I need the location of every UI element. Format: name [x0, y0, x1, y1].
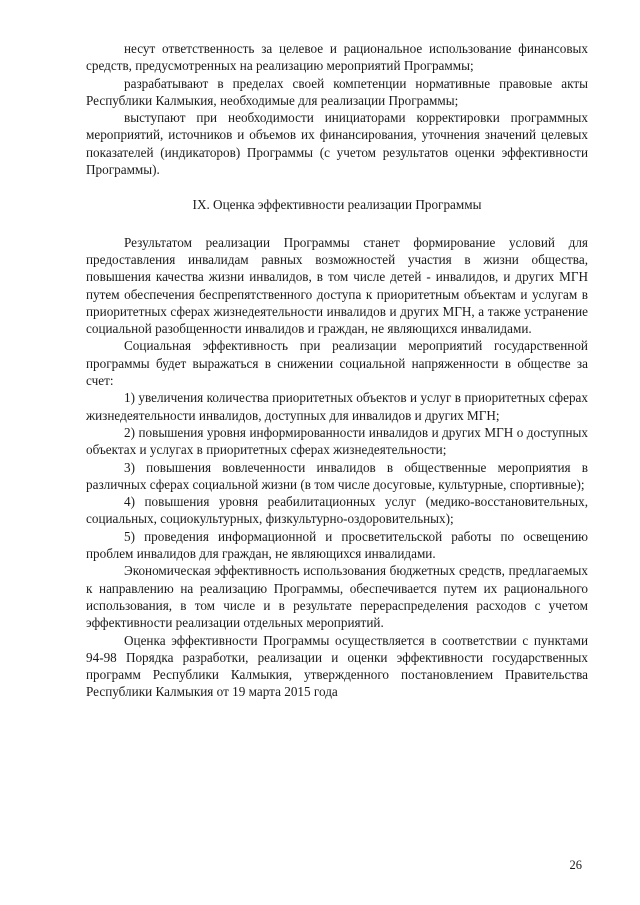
list-item-4: 4) повышения уровня реабилитационных услуг (медико-восстановительных, социальных, социокультурных, физкультурно-оздоровительных); [86, 494, 588, 527]
list-item-5: 5) проведения информационной и просветительской работы по освещению проблем инвалидов для граждан, не являющихся инвалидами. [86, 528, 588, 562]
paragraph-social-efficiency: Социальная эффективность при реализации мероприятий государственной программы будет выражаться в снижении социальной напряженности в обществе за счет: [86, 338, 588, 389]
paragraph-responsibility: несут ответственность за целевое и рациональное использование финансовых средств, предусмотренных на реализацию мероприятий Программы; [86, 41, 588, 74]
list-item-1: 1) увеличения количества приоритетных объектов и услуг в приоритетных сферах жизнедеятельности инвалидов, доступных для инвалидов и других МГН; [86, 390, 588, 423]
list-item-2: 2) повышения уровня информированности инвалидов и других МГН о доступных объектах и услугах в приоритетных сферах жизнедеятельности; [86, 424, 588, 458]
paragraph-legal-acts: разрабатывают в пределах своей компетенции нормативные правовые акты Республики Калмыкия, необходимые для реализации Программы; [86, 75, 588, 108]
paragraph-economic-efficiency: Экономическая эффективность использования бюджетных средств, предлагаемых к направлению на реализацию Программы, обеспечивается путем их рационального использования, в том числе и в результате перераспределения расходов с учетом эффективности реализации отдельных мероприятий. [86, 563, 588, 631]
page-number: 26 [569, 858, 582, 872]
section-heading: IX. Оценка эффективности реализации Программы [192, 197, 482, 213]
list-item-3: 3) повышения вовлеченности инвалидов в общественные мероприятия в различных сферах социальной жизни (в том числе досуговые, культурные, спортивные); [86, 459, 588, 492]
paragraph-evaluation: Оценка эффективности Программы осуществляется в соответствии с пунктами 94-98 Порядка разработки, реализации и оценки эффективности государственных программ Республики Калмыкия, утвержденного постановлением Правительства Республики Калмыкия от 19 марта 2015 года [86, 632, 588, 700]
text-column [86, 40, 588, 701]
paragraph-result: Результатом реализации Программы станет формирование условий для предоставления инвалидам равных возможностей участия в жизни общества, повышения качества жизни инвалидов, в том числе детей - инвалидов, и других МГН путем обеспечения беспрепятственного доступа к приоритетным объектам и услугам в приоритетных сферах жизнедеятельности инвалидов и других МГН, а также устранение социальной разобщенности инвалидов и граждан, не являющихся инвалидами. [86, 234, 588, 337]
paragraph-initiators: выступают при необходимости инициаторами корректировки программных мероприятий, источников и объемов их финансирования, уточнения значений целевых показателей (индикаторов) Программы (с учетом результатов оценки эффективности Программы). [86, 110, 588, 178]
